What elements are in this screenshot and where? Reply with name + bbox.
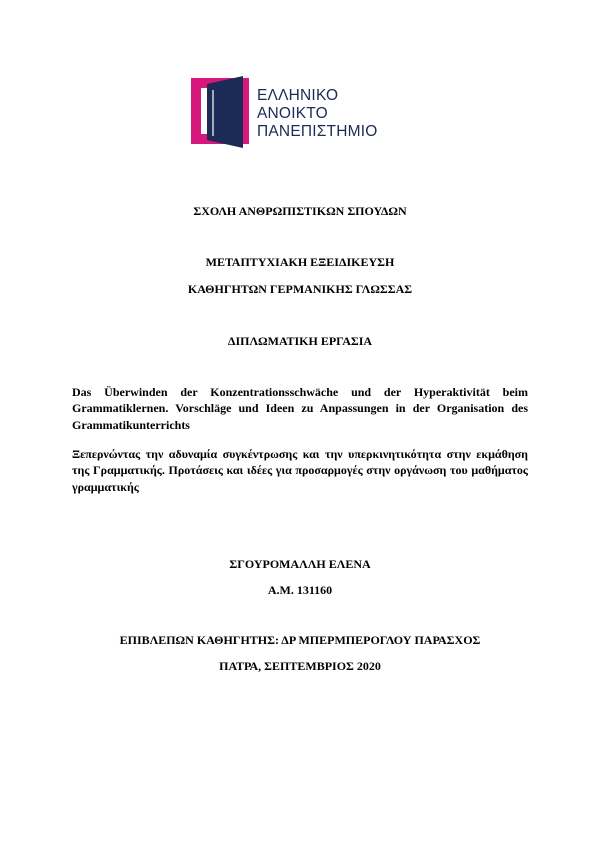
place-date: ΠΑΤΡΑ, ΣΕΠΤΕΜΒΡΙΟΣ 2020 bbox=[219, 659, 381, 673]
supervisor: ΕΠΙΒΛΕΠΩΝ ΚΑΘΗΓΗΤΗΣ: ΔΡ ΜΠΕΡΜΠΕΡΟΓΛΟΥ ΠΑΡΑΣΧΟΣ bbox=[119, 633, 481, 647]
title-german: Das Überwinden der Konzentrationsschwäche und der Hyperaktivität beim Grammatiklernen. Vorschläge und Ideen zu Anpassungen in der Organisation des Grammatikunterrichts bbox=[72, 385, 528, 432]
university-logo bbox=[191, 74, 391, 154]
school-name: ΣΧΟΛΗ ΑΝΘΡΩΠΙΣΤΙΚΩΝ ΣΠΟΥΔΩΝ bbox=[193, 204, 407, 218]
author-name: ΣΓΟΥΡΟΜΑΛΛΗ ΕΛΕΝΑ bbox=[229, 557, 371, 571]
logo-line: ΕΛΛΗΝΙΚΟ bbox=[257, 87, 339, 104]
specialization-line-1: ΜΕΤΑΠΤΥΧΙΑΚΗ ΕΞΕΙΔΙΚΕΥΣΗ bbox=[205, 255, 395, 269]
logo-line: ΑΝΟΙΚΤΟ bbox=[257, 105, 328, 122]
student-id: Α.Μ. 131160 bbox=[267, 583, 333, 597]
thesis-type: ΔΙΠΛΩΜΑΤΙΚΗ ΕΡΓΑΣΙΑ bbox=[227, 334, 373, 348]
specialization-line-2: ΚΑΘΗΓΗΤΩΝ ΓΕΡΜΑΝΙΚΗΣ ΓΛΩΣΣΑΣ bbox=[187, 282, 413, 296]
logo-wordmark bbox=[257, 87, 377, 141]
book-icon bbox=[191, 74, 251, 152]
title-greek: Ξεπερνώντας την αδυναμία συγκέντρωσης και την υπερκινητικότητα στην εκμάθηση της Γραμματικής. Προτάσεις και ιδέες για προσαρμογές στην οργάνωση του μαθήματος γραμματικής bbox=[72, 447, 528, 494]
logo-line: ΠΑΝΕΠΙΣΤΗΜΙΟ bbox=[257, 123, 378, 140]
